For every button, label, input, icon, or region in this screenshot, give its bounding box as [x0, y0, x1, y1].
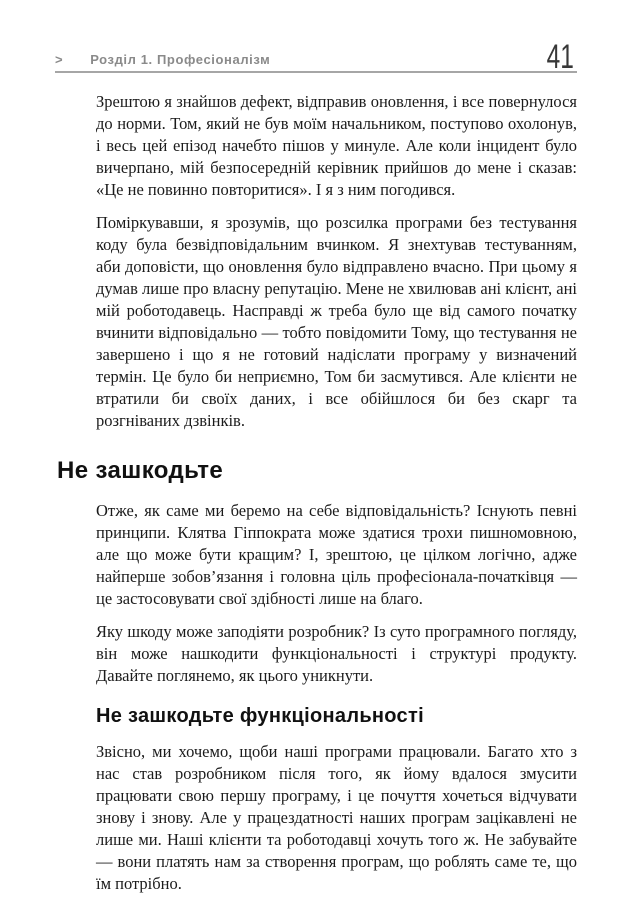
chapter-line	[55, 52, 270, 67]
running-head	[0, 0, 631, 76]
chapter-title: Розділ 1. Професіоналізм	[90, 52, 271, 67]
body-paragraph: Звісно, ми хочемо, щоби наші програми працювали. Багато хто з нас став розробником після того, як йому вдалося змусити працювати свою першу програму, і це почуття хочеться відчувати знову і знову. Але у працездатності наших програм зацікавлені не лише ми. Наші клієнти та роботодавці хочуть того ж. Не забувайте — вони платять нам за створення програм, що роблять саме те, що їм потрібно.	[96, 742, 577, 893]
chevron-icon: >	[55, 52, 64, 67]
header-rule	[55, 71, 577, 73]
body-paragraph: Поміркувавши, я зрозумів, що розсилка програми без тестування коду була безвідповідальним вчинком. Я знехтував тестуванням, аби доповісти, що оновлення було відправлено вчасно. При цьому я думав лише про власну репутацію. Мене не хвилював ані клієнт, ані мій роботодавець. Насправді ж треба було ще від самого початку вчинити відповідально — тобто повідомити Тому, що тестування не завершено і що я не готовий надіслати програму у визначений термін. Це було би неприємно, Том би засмутився. Але клієнти не втратили би своїх даних, і все обійшлося би без скарг та розгніваних дзвінків.	[96, 213, 577, 430]
page-body	[0, 73, 631, 895]
body-paragraph: Зрештою я знайшов дефект, відправив оновлення, і все повернулося до норми. Том, який не був моїм начальником, поступово охолонув, і весь цей епізод начебто пішов у минуле. Але коли інцидент було вичерпано, мій безпосередній керівник прийшов до мене і сказав: «Це не повинно повторитися». І я з ним погодився.	[96, 92, 577, 199]
sub-heading: Не зашкодьте функціональності	[96, 705, 424, 727]
body-paragraph: Яку шкоду може заподіяти розробник? Із суто програмного погляду, він може нашкодити функціональності і структурі продукту. Давайте поглянемо, як цього уникнути.	[96, 622, 577, 685]
body-paragraph: Отже, як саме ми беремо на себе відповідальність? Існують певні принципи. Клятва Гіппократа може здатися трохи пишномовною, але що може бути кращим? І, зрештою, це цілком логічно, адже найперше зобов’язання і головна ціль професіонала-початківця — це застосовувати свої здібності лише на благо.	[96, 501, 577, 608]
page-number: 41	[546, 38, 574, 76]
section-heading: Не зашкодьте	[57, 457, 224, 484]
